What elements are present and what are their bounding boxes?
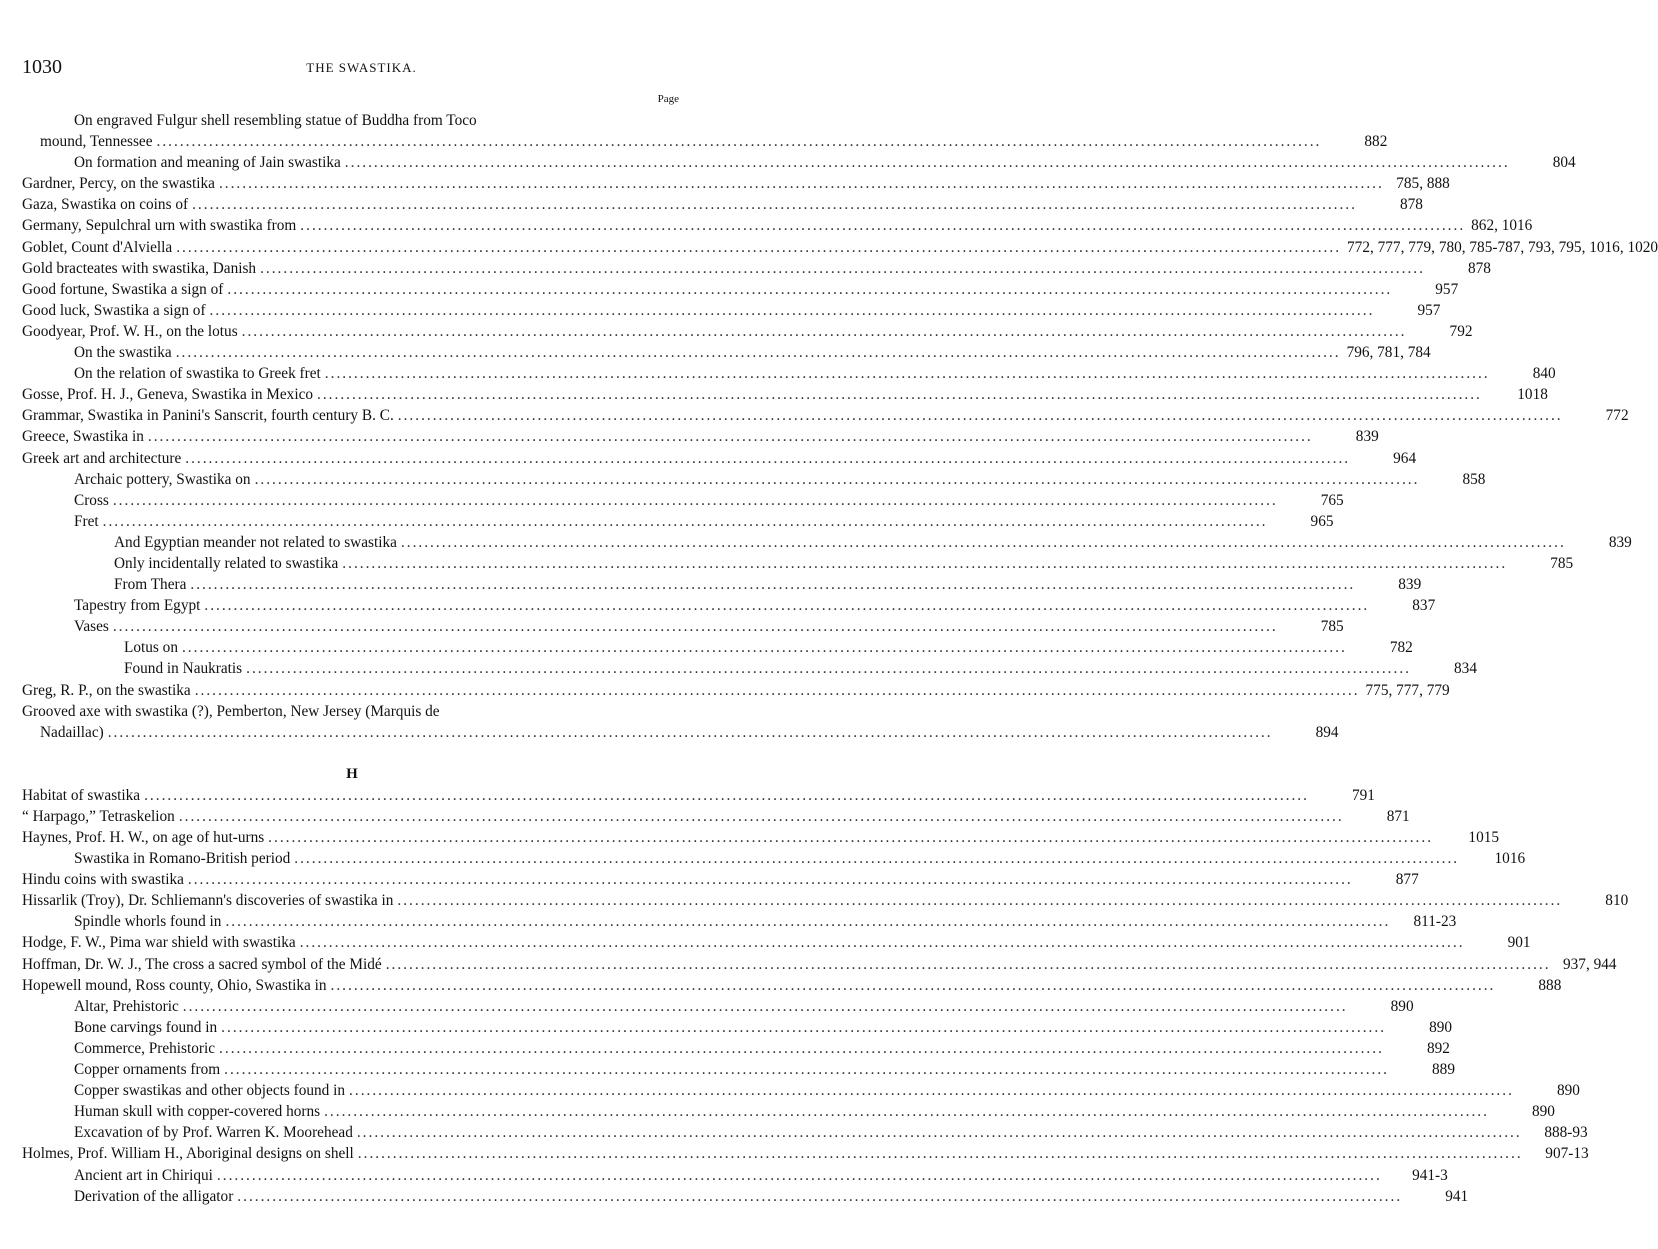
index-entry [22,954,1617,975]
leader-dots: ........................................................................................................................................................................................................ [227,280,1393,298]
index-entry [22,869,1419,890]
entry-text: Good luck, Swastika a sign of [22,301,206,319]
entry-text: Cross [74,491,109,509]
leader-dots: ........................................................................................................................................................................................................ [241,322,1407,340]
index-entry [22,342,1431,363]
index-entry [22,131,1388,152]
leader-dots: ........................................................................................................................................................................................................ [254,470,1420,488]
index-entry [22,911,1457,932]
leader-dots: ........................................................................................................................................................................................................ [324,1103,1489,1121]
entry-text: Hopewell mound, Ross county, Ohio, Swastika in [22,976,327,994]
index-entry [22,279,1459,300]
leader-dots: ........................................................................................................................................................................................................ [300,217,1466,235]
entry-text: Copper swastikas and other objects found in [74,1082,346,1100]
entry-text: And Egyptian meander not related to swastika [114,533,397,551]
leader-dots: ........................................................................................................................................................................................................ [324,365,1490,383]
leader-dots: ........................................................................................................................................................................................................ [237,1187,1403,1205]
entry-text: Archaic pottery, Swastika on [74,470,251,488]
index-entry [22,1143,1589,1164]
entry-text: Tapestry from Egypt [74,597,201,615]
index-entry [22,848,1526,869]
entry-text: Habitat of swastika [22,786,141,804]
entry-page-ref [616,110,682,131]
index-entry [22,469,1486,490]
entry-text: On the swastika [74,344,172,362]
entry-text: Gosse, Prof. H. J., Geneva, Swastika in Mexico [22,386,314,404]
entry-page-ref: 878 [1467,259,1491,277]
leader-dots: ........................................................................................................................................................................................................ [194,681,1360,699]
entry-text: Human skull with copper-covered horns [74,1103,321,1121]
entry-page-ref: 957 [1417,301,1441,319]
index-entry [22,426,1379,447]
leader-dots: ........................................................................................................................................................................................................ [400,533,1566,551]
index-entry [22,701,682,722]
entry-text: Lotus on [124,639,178,657]
leader-dots: ........................................................................................................................................................................................................ [185,449,1351,467]
entry-text: Gardner, Percy, on the swastika [22,175,215,193]
page-number: 1030 [22,56,62,78]
entry-text: Hoffman, Dr. W. J., The cross a sacred symbol of the Midé [22,955,382,973]
entry-text: Vases [74,618,109,636]
entry-text: Derivation of the alligator [74,1187,234,1205]
leader-dots: ........................................................................................................................................................................................................ [357,1145,1523,1163]
entry-page-ref: 877 [1395,871,1419,889]
entry-page-ref: 937, 944 [1563,955,1617,973]
entry-page-ref: 901 [1507,934,1531,952]
index-entry [22,110,682,131]
index-entry [22,1017,1453,1038]
entry-page-ref: 890 [1429,1018,1453,1036]
leader-dots: ........................................................................................................................................................................................................ [192,196,1357,214]
index-entry [22,152,1576,173]
entry-text: Greek art and architecture [22,449,182,467]
leader-dots: ........................................................................................................................................................................................................ [181,639,1347,657]
entry-page-ref: 840 [1532,365,1556,383]
entry-text: Germany, Sepulchral urn with swastika from [22,217,297,235]
entry-text: mound, Tennessee [40,133,153,151]
entry-text: Swastika in Romano-British period [74,850,291,868]
entry-page-ref: 772 [1605,407,1629,425]
index-section-h [22,785,1629,1207]
index-entry [22,405,1629,426]
index-entry [22,932,1531,953]
index-entry [22,1122,1588,1143]
index-entry [22,595,1436,616]
leader-dots: ........................................................................................................................................................................................................ [268,829,1434,846]
entry-text: Goodyear, Prof. W. H., on the lotus [22,322,238,340]
index-entry [22,1038,1450,1059]
leader-dots: ........................................................................................................................................................................................................ [344,154,1510,172]
entry-page-ref: 785 [1550,554,1574,572]
leader-dots: ........................................................................................................................................................................................................ [330,976,1496,994]
leader-dots: ........................................................................................................................................................................................................ [156,133,1322,151]
entry-page-ref: 890 [1390,997,1414,1015]
leader-dots: ........................................................................................................................................................................................................ [107,723,1273,741]
index-entry [22,363,1556,384]
entry-text: Hodge, F. W., Pima war shield with swastika [22,934,296,952]
leader-dots: ........................................................................................................................................................................................................ [356,1124,1522,1142]
index-entry [22,448,1417,469]
index-entry [22,215,1533,236]
entry-text: On engraved Fulgur shell resembling statue of Buddha from Toco [74,112,477,129]
entry-text: Fret [74,512,99,530]
entry-page-ref: 839 [1355,428,1379,446]
entry-page-ref: 796, 781, 784 [1346,344,1431,362]
leader-dots: ........................................................................................................................................................................................................ [218,175,1384,193]
index-entry [22,785,1375,806]
entry-text: Greece, Swastika in [22,428,144,446]
entry-page-ref: 890 [1556,1082,1580,1100]
entry-page-ref: 837 [1412,597,1436,615]
entry-page-ref: 871 [1386,807,1410,825]
entry-page-ref: 804 [1552,154,1576,172]
leader-dots: ........................................................................................................................................................................................................ [204,597,1370,615]
entry-page-ref: 1018 [1517,386,1548,404]
entry-page-ref: 882 [1364,133,1388,151]
index-entry [22,1186,1469,1207]
entry-text: Hindu coins with swastika [22,871,184,889]
index-entry [22,173,1450,194]
entry-text: On formation and meaning of Jain swastika [74,154,341,172]
running-head: THE SWASTIKA. [306,60,417,75]
entry-page-ref: 892 [1426,1039,1450,1057]
entry-page-ref: 839 [1398,576,1422,594]
leader-dots: ........................................................................................................................................................................................................ [260,259,1425,277]
index-entry [22,237,1658,258]
entry-text: From Thera [114,576,187,594]
entry-text: Copper ornaments from [74,1061,221,1079]
leader-dots: ........................................................................................................................................................................................................ [299,934,1465,952]
leader-dots: ........................................................................................................................................................................................................ [219,1039,1384,1057]
index-entry [22,637,1413,658]
leader-dots: ........................................................................................................................................................................................................ [112,491,1278,509]
entry-text: Ancient art in Chiriqui [74,1166,213,1184]
entry-page-ref: 775, 777, 779 [1365,681,1450,699]
index-entry [22,384,1548,405]
index-list [22,110,1658,1207]
entry-text: Haynes, Prof. H. W., on age of hut-urns [22,829,265,846]
leader-dots: ........................................................................................................................................................................................................ [225,913,1391,931]
entry-text: Holmes, Prof. William H., Aboriginal designs on shell [22,1145,354,1163]
entry-page-ref: 765 [1320,491,1344,509]
entry-text: Spindle whorls found in [74,913,222,931]
index-entry [22,680,1450,701]
index-entry [22,1101,1555,1122]
section-heading-h: H [346,765,358,782]
page-column-label: Page [657,93,679,105]
leader-dots: ........................................................................................................................................................................................................ [397,407,1563,425]
leader-dots: ........................................................................................................................................................................................................ [224,1061,1389,1079]
entry-page-ref: 888-93 [1544,1124,1588,1142]
leader-dots: ........................................................................................................................................................................................................ [209,301,1375,319]
entry-page-ref: 791 [1352,786,1375,804]
entry-page-ref: 878 [1400,196,1423,214]
entry-text: Good fortune, Swastika a sign of [22,280,224,298]
entry-page-ref: 792 [1449,322,1473,340]
leader-dots: ........................................................................................................................................................................................................ [246,660,1411,678]
leader-dots: ........................................................................................................................................................................................................ [175,344,1341,362]
entry-text: On the relation of swastika to Greek fret [74,365,321,383]
leader-dots: ........................................................................................................................................................................................................ [317,386,1482,404]
index-entry [22,975,1562,996]
entry-page-ref [616,701,682,722]
index-entry [22,532,1632,553]
entry-page-ref: 894 [1315,723,1339,741]
leader-dots: ........................................................................................................................................................................................................ [102,512,1268,530]
leader-dots: ........................................................................................................................................................................................................ [294,850,1460,868]
entry-text: Excavation of by Prof. Warren K. Moorehead [74,1124,353,1142]
leader-dots: ........................................................................................................................................................................................................ [178,807,1344,825]
leader-dots: ........................................................................................................................................................................................................ [349,1082,1514,1100]
entry-page-ref: 810 [1605,892,1629,910]
index-entry [22,321,1473,342]
entry-page-ref: 772, 777, 779, 780, 785-787, 793, 795, 1016, 1020 [1347,238,1658,256]
entry-page-ref: 834 [1454,660,1477,678]
entry-text: Gaza, Swastika on coins of [22,196,189,214]
index-section-g [22,110,1658,743]
index-entry [22,996,1414,1017]
entry-page-ref: 888 [1538,976,1562,994]
entry-page-ref: 785, 888 [1396,175,1450,193]
index-entry [22,1165,1448,1186]
leader-dots: ........................................................................................................................................................................................................ [385,955,1551,973]
index-entry [22,658,1477,679]
entry-page-ref: 889 [1432,1061,1455,1079]
entry-page-ref: 957 [1435,280,1459,298]
leader-dots: ........................................................................................................................................................................................................ [216,1166,1382,1184]
entry-text: Greg, R. P., on the swastika [22,681,191,699]
entry-text: Commerce, Prehistoric [74,1039,216,1057]
entry-page-ref: 862, 1016 [1471,217,1533,235]
entry-page-ref: 811-23 [1413,913,1457,931]
index-entry [22,890,1629,911]
entry-page-ref: 965 [1310,512,1334,530]
index-entry [22,1059,1455,1080]
index-entry [22,258,1491,279]
entry-page-ref: 785 [1320,618,1344,636]
index-entry [22,1080,1580,1101]
index-entry [22,553,1574,574]
index-entry [22,490,1344,511]
entry-text: Grooved axe with swastika (?), Pemberton, New Jersey (Marquis de [22,702,440,720]
leader-dots: ........................................................................................................................................................................................................ [342,554,1508,572]
entry-text: Gold bracteates with swastika, Danish [22,259,257,277]
leader-dots: ........................................................................................................................................................................................................ [397,892,1563,910]
entry-text: Only incidentally related to swastika [114,554,339,572]
entry-text: Nadaillac) [40,723,104,741]
leader-dots: ........................................................................................................................................................................................................ [190,576,1356,594]
entry-page-ref: 941 [1445,1187,1469,1205]
entry-page-ref: 964 [1393,449,1417,467]
entry-text: Grammar, Swastika in Panini's Sanscrit, fourth century B. C. [22,407,394,425]
leader-dots: ........................................................................................................................................................................................................ [221,1018,1387,1036]
entry-page-ref: 782 [1389,639,1413,657]
index-entry [22,616,1344,637]
index-entry [22,806,1410,827]
entry-text: “ Harpago,” Tetraskelion [22,807,175,825]
leader-dots: ........................................................................................................................................................................................................ [147,428,1313,446]
entry-page-ref: 839 [1608,533,1632,551]
leader-dots: ........................................................................................................................................................................................................ [182,997,1348,1015]
entry-page-ref: 1015 [1468,829,1500,846]
entry-text: Found in Naukratis [124,660,243,678]
entry-text: Altar, Prehistoric [74,997,179,1015]
leader-dots: ........................................................................................................................................................................................................ [112,618,1278,636]
leader-dots: ........................................................................................................................................................................................................ [187,871,1353,889]
index-entry [22,722,1339,743]
index-entry [22,511,1334,532]
entry-page-ref: 1016 [1494,850,1526,868]
leader-dots: ........................................................................................................................................................................................................ [176,238,1342,256]
index-entry [22,827,1500,848]
entry-page-ref: 907-13 [1545,1145,1589,1163]
leader-dots: ........................................................................................................................................................................................................ [144,786,1309,804]
index-entry [22,194,1423,215]
entry-page-ref: 890 [1531,1103,1555,1121]
index-entry [22,574,1422,595]
entry-text: Hissarlik (Troy), Dr. Schliemann's discoveries of swastika in [22,892,394,910]
index-entry [22,300,1441,321]
entry-text: Bone carvings found in [74,1018,218,1036]
entry-page-ref: 858 [1462,470,1486,488]
entry-page-ref: 941-3 [1412,1166,1448,1184]
entry-text: Goblet, Count d'Alviella [22,238,173,256]
